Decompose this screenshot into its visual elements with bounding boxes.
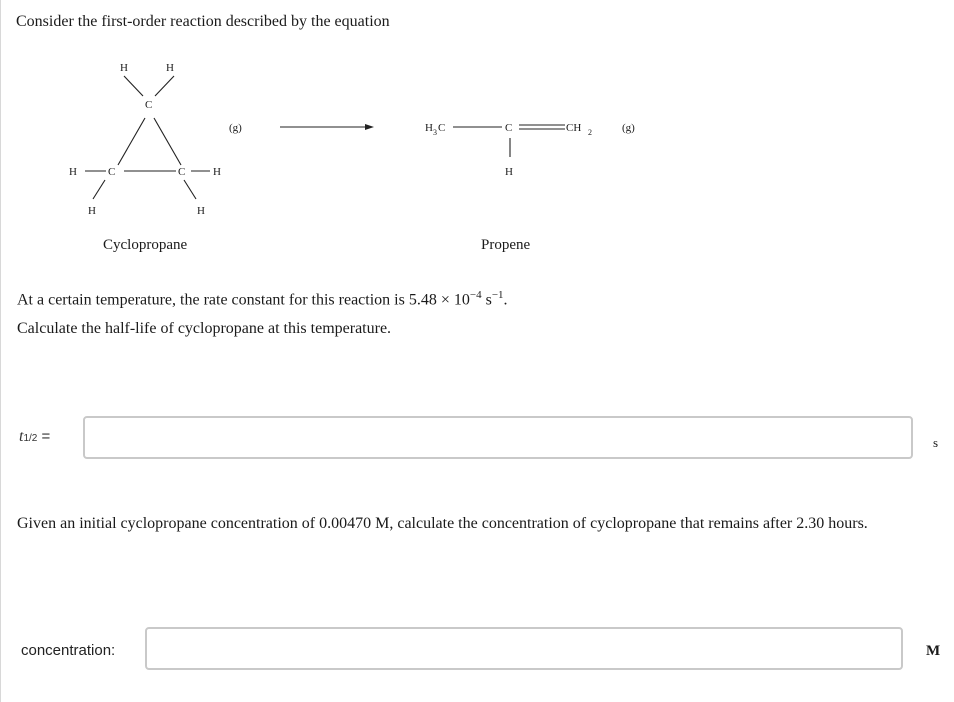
rate-unit: s <box>481 291 492 309</box>
product-phase: (g) <box>622 122 635 134</box>
atom-h-propene: H <box>505 166 513 178</box>
half-life-unit: s <box>933 435 939 450</box>
atom-h3c-subscript: 3 <box>433 128 437 137</box>
concentration-unit: M <box>926 643 941 659</box>
atom-h-bottom-left: H <box>88 205 96 217</box>
atom-h-left: H <box>69 166 77 178</box>
rate-constant-statement <box>17 282 508 313</box>
bond-top-h-left <box>124 76 143 96</box>
bond-right-h-down <box>184 180 196 199</box>
concentration-prompt: Given an initial cyclopropane concentration of 0.00470 M, calculate the concentration of cyclopropane that remains after 2.30 hours. <box>17 515 868 532</box>
reactant-name: Cyclopropane <box>103 237 188 253</box>
reaction-figure <box>0 0 954 270</box>
ring-bond-left <box>118 118 145 165</box>
half-life-equals: = <box>37 428 51 445</box>
bond-left-h-down <box>93 180 105 199</box>
rate-prefix: At a certain temperature, the rate constant for this reaction is 5.48 × 10 <box>17 291 470 309</box>
reaction-arrow-head <box>365 124 374 130</box>
atom-h-top-right: H <box>166 62 174 74</box>
half-life-label <box>19 428 50 446</box>
rate-suffix: . <box>503 291 508 309</box>
atom-c-left: C <box>108 166 116 178</box>
ring-bond-right <box>154 118 181 165</box>
atom-ch2: CH <box>566 122 582 134</box>
rate-exponent: −4 <box>469 289 482 301</box>
reactant-phase: (g) <box>229 122 242 134</box>
atom-h-bottom-right: H <box>197 205 205 217</box>
half-life-subscript: 1/2 <box>23 433 38 444</box>
product-name: Propene <box>481 237 531 253</box>
bond-top-h-right <box>155 76 174 96</box>
atom-h-right: H <box>213 166 221 178</box>
atom-h3c-c: C <box>438 122 446 134</box>
concentration-label: concentration: <box>21 642 116 659</box>
atom-h3c-h: H <box>425 122 433 134</box>
atom-c-right: C <box>178 166 186 178</box>
atom-c-middle: C <box>505 122 513 134</box>
half-life-symbol: t <box>19 428 24 445</box>
atom-c-top: C <box>145 99 153 111</box>
atom-ch2-subscript: 2 <box>588 128 592 137</box>
half-life-input[interactable] <box>83 416 913 459</box>
rate-unit-exponent: −1 <box>491 289 504 301</box>
atom-h-top-left: H <box>120 62 128 74</box>
concentration-input[interactable] <box>145 627 903 670</box>
half-life-prompt: Calculate the half-life of cyclopropane at this temperature. <box>17 320 392 337</box>
intro-text: Consider the first-order reaction described by the equation <box>16 13 390 30</box>
reaction-diagram <box>0 0 954 270</box>
